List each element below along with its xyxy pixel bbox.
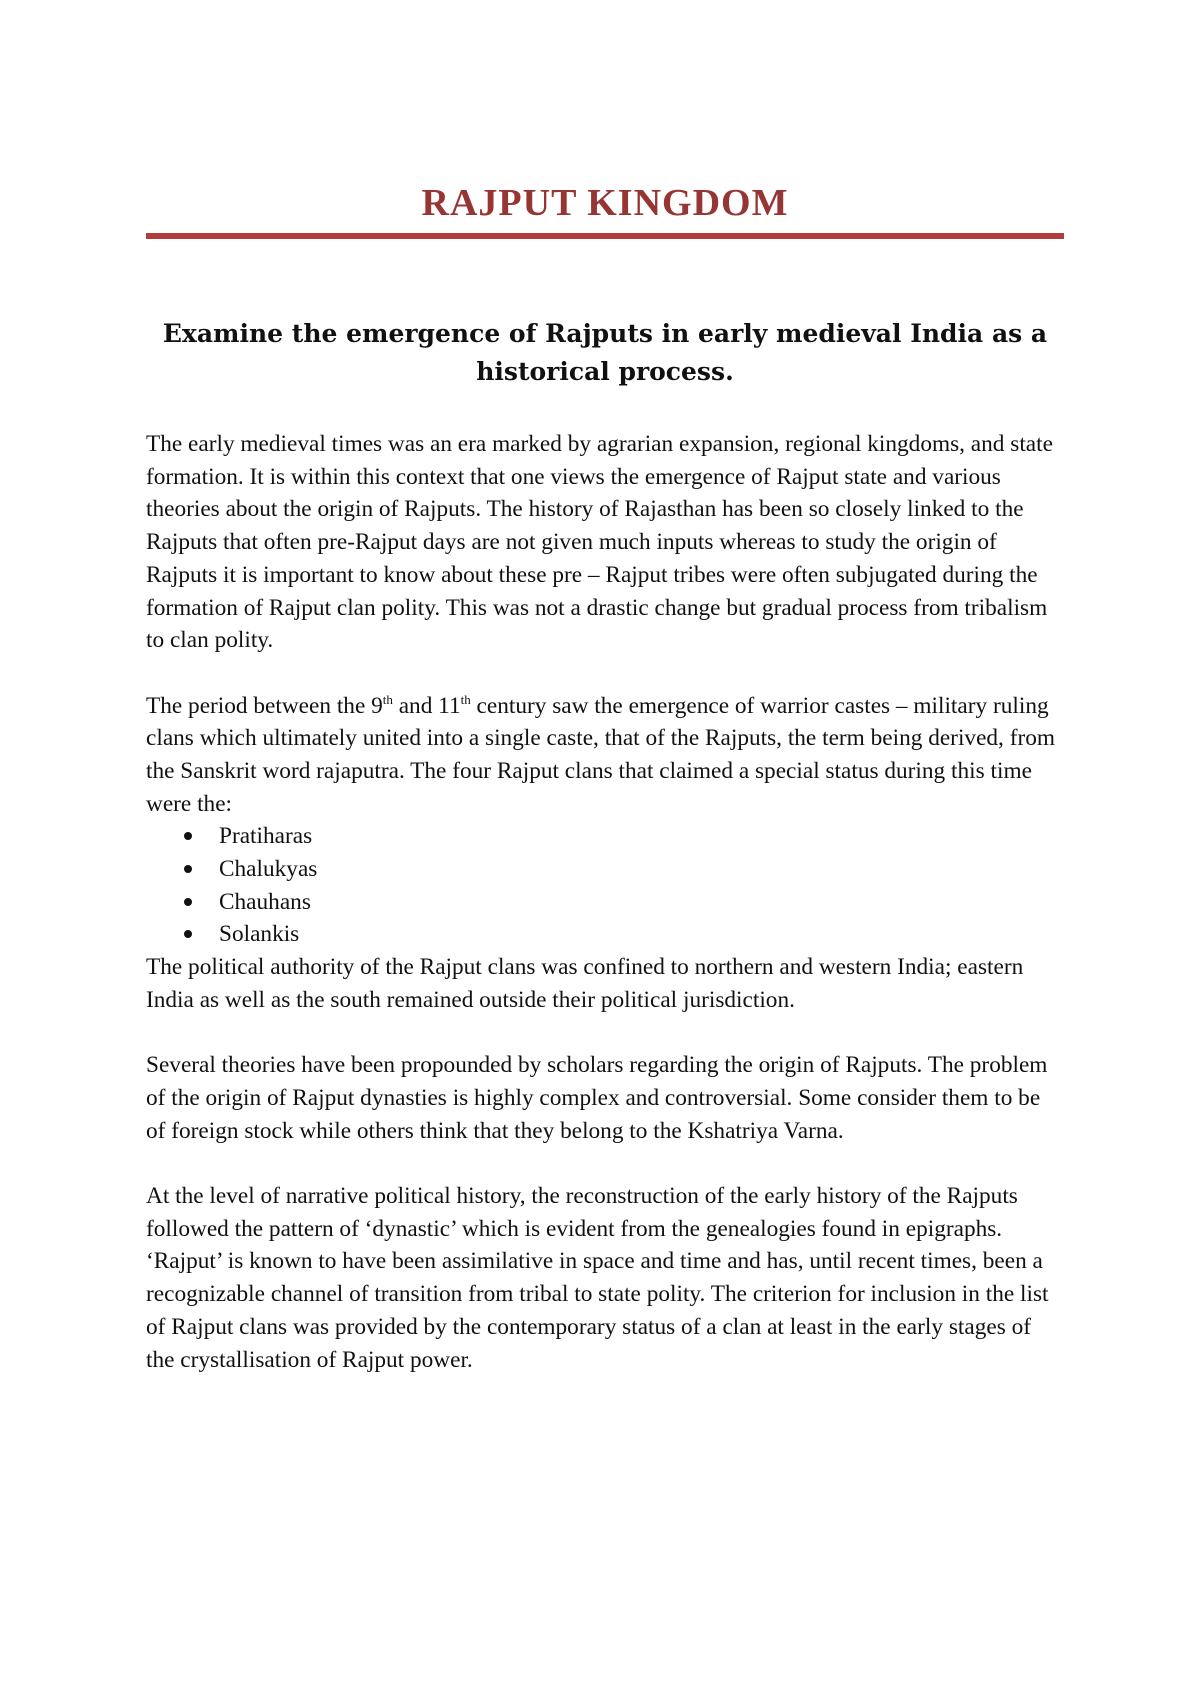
title-divider (146, 233, 1064, 239)
question-heading: Examine the emergence of Rajputs in early medieval India as a historical process. (162, 319, 1048, 386)
paragraph-2: The period between the 9th and 11th century saw the emergence of warrior castes – military ruling clans which ultimately united into a single caste, that of the Rajputs, the term being derived, from the Sanskrit word rajaputra. The four Rajput clans that claimed a special status during this time were the: (146, 691, 1055, 817)
paragraph-4: Several theories have been propounded by scholars regarding the origin of Rajputs. The problem of the origin of Rajput dynasties is highly complex and controversial. Some consider them to be of foreign stock while others think that they belong to the Kshatriya Varna. (146, 1052, 1048, 1144)
list-item: Solankis (146, 918, 1064, 951)
page-title: RAJPUT KINGDOM (421, 182, 789, 224)
document-body (146, 428, 1064, 1376)
paragraph-3: The political authority of the Rajput clans was confined to northern and western India; eastern India as well as the south remained outside their political jurisdiction. (146, 954, 1024, 1013)
list-item: Chauhans (146, 886, 1064, 919)
bullet-icon (184, 832, 192, 840)
paragraph-1: The early medieval times was an era marked by agrarian expansion, regional kingdoms, and state formation. It is within this context that one views the emergence of Rajput state and various theories about the origin of Rajputs. The history of Rajasthan has been so closely linked to the Rajputs that often pre-Rajput days are not given much inputs whereas to study the origin of Rajputs it is important to know about these pre – Rajput tribes were often subjugated during the formation of Rajput clan polity. This was not a drastic change but gradual process from tribalism to clan polity. (146, 431, 1053, 654)
list-item: Pratiharas (146, 820, 1064, 853)
bullet-icon (184, 865, 192, 873)
paragraph-5: At the level of narrative political history, the reconstruction of the early history of the Rajputs followed the pattern of ‘dynastic’ which is evident from the genealogies found in epigraphs. ‘Rajput’ is known to have been assimilative in space and time and has, until recent times, been a recognizable channel of transition from tribal to state polity. The criterion for inclusion in the list of Rajput clans was provided by the contemporary status of a clan at least in the early stages of the crystallisation of Rajput power. (146, 1183, 1049, 1373)
clan-list (146, 820, 1064, 951)
bullet-icon (184, 898, 192, 906)
bullet-icon (184, 930, 192, 938)
list-item: Chalukyas (146, 853, 1064, 886)
